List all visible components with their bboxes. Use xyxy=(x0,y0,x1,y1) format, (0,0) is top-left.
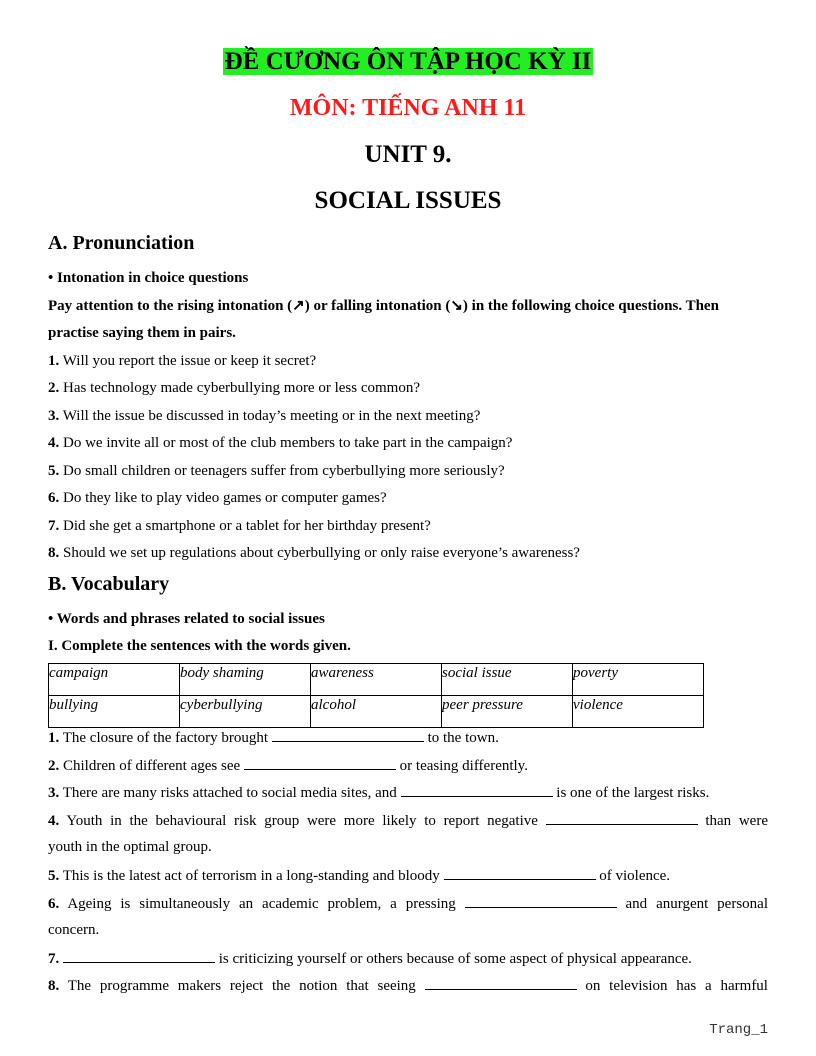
answer-blank[interactable] xyxy=(425,975,577,990)
answer-blank[interactable] xyxy=(401,782,553,797)
answer-blank[interactable] xyxy=(444,865,596,880)
sentence-item: 7. is criticizing yourself or others because of some aspect of physical appearance. xyxy=(48,948,768,969)
question-item: 2. Has technology made cyberbullying more or less common? xyxy=(48,380,420,396)
sentence-continuation: youth in the optimal group. xyxy=(48,839,212,855)
word-bank-cell: campaign xyxy=(49,664,180,696)
question-item: 3. Will the issue be discussed in today’s meeting or in the next meeting? xyxy=(48,408,481,424)
question-item: 5. Do small children or teenagers suffer from cyberbullying more seriously? xyxy=(48,463,505,479)
word-bank-cell: peer pressure xyxy=(442,696,573,728)
section-b-heading: B. Vocabulary xyxy=(48,573,170,595)
word-bank-cell: body shaming xyxy=(180,664,311,696)
word-bank-cell: cyberbullying xyxy=(180,696,311,728)
page-number: Trang_1 xyxy=(709,1022,768,1038)
answer-blank[interactable] xyxy=(465,893,617,908)
word-bank-cell: violence xyxy=(573,696,704,728)
word-bank-cell: social issue xyxy=(442,664,573,696)
sentence-item: 5. This is the latest act of terrorism in a long-standing and bloody of violence. xyxy=(48,865,768,886)
sentence-item: 3. There are many risks attached to social media sites, and is one of the largest risks. xyxy=(48,782,768,803)
falling-arrow-icon: ↘ xyxy=(450,298,463,314)
sentence-item: 1. The closure of the factory brought to the town. xyxy=(48,727,768,748)
section-a-instruction: Pay attention to the rising intonation (↗) or falling intonation (↘) in the following choice questions. Then xyxy=(48,298,719,314)
unit-name: SOCIAL ISSUES xyxy=(314,187,502,214)
rising-arrow-icon: ↗ xyxy=(292,298,305,314)
exercise-title: I. Complete the sentences with the words given. xyxy=(48,638,351,654)
answer-blank[interactable] xyxy=(272,727,424,742)
sentence-continuation: concern. xyxy=(48,922,100,938)
question-item: 8. Should we set up regulations about cyberbullying or only raise everyone’s awareness? xyxy=(48,545,580,561)
document-title-text: ĐỀ CƯƠNG ÔN TẬP HỌC KỲ II xyxy=(224,48,592,75)
question-item: 6. Do they like to play video games or computer games? xyxy=(48,490,387,506)
word-bank-cell: awareness xyxy=(311,664,442,696)
section-b-topic: • Words and phrases related to social issues xyxy=(48,611,325,627)
answer-blank[interactable] xyxy=(244,755,396,770)
word-bank-row xyxy=(49,664,704,696)
word-bank-cell: poverty xyxy=(573,664,704,696)
answer-blank[interactable] xyxy=(63,948,215,963)
question-item: 1. Will you report the issue or keep it secret? xyxy=(48,353,317,369)
subject-title: MÔN: TIẾNG ANH 11 xyxy=(289,95,527,121)
section-a-instruction-line2: practise saying them in pairs. xyxy=(48,325,236,341)
document-title xyxy=(48,48,768,76)
unit-title: UNIT 9. xyxy=(364,141,452,168)
sentence-item: 8. The programme makers reject the notion that seeing on television has a harmful xyxy=(48,975,768,996)
section-a-topic: • Intonation in choice questions xyxy=(48,270,249,286)
answer-blank[interactable] xyxy=(546,810,698,825)
word-bank-cell: alcohol xyxy=(311,696,442,728)
sentence-item: 2. Children of different ages see or teasing differently. xyxy=(48,755,768,776)
section-a-heading: A. Pronunciation xyxy=(48,232,195,254)
sentence-item: 4. Youth in the behavioural risk group were more likely to report negative than were xyxy=(48,810,768,831)
question-item: 4. Do we invite all or most of the club members to take part in the campaign? xyxy=(48,435,513,451)
question-item: 7. Did she get a smartphone or a tablet for her birthday present? xyxy=(48,518,431,534)
sentence-item: 6. Ageing is simultaneously an academic problem, a pressing and anurgent personal xyxy=(48,893,768,914)
word-bank-row xyxy=(49,696,704,728)
word-bank-cell: bullying xyxy=(49,696,180,728)
word-bank-table xyxy=(48,663,704,728)
